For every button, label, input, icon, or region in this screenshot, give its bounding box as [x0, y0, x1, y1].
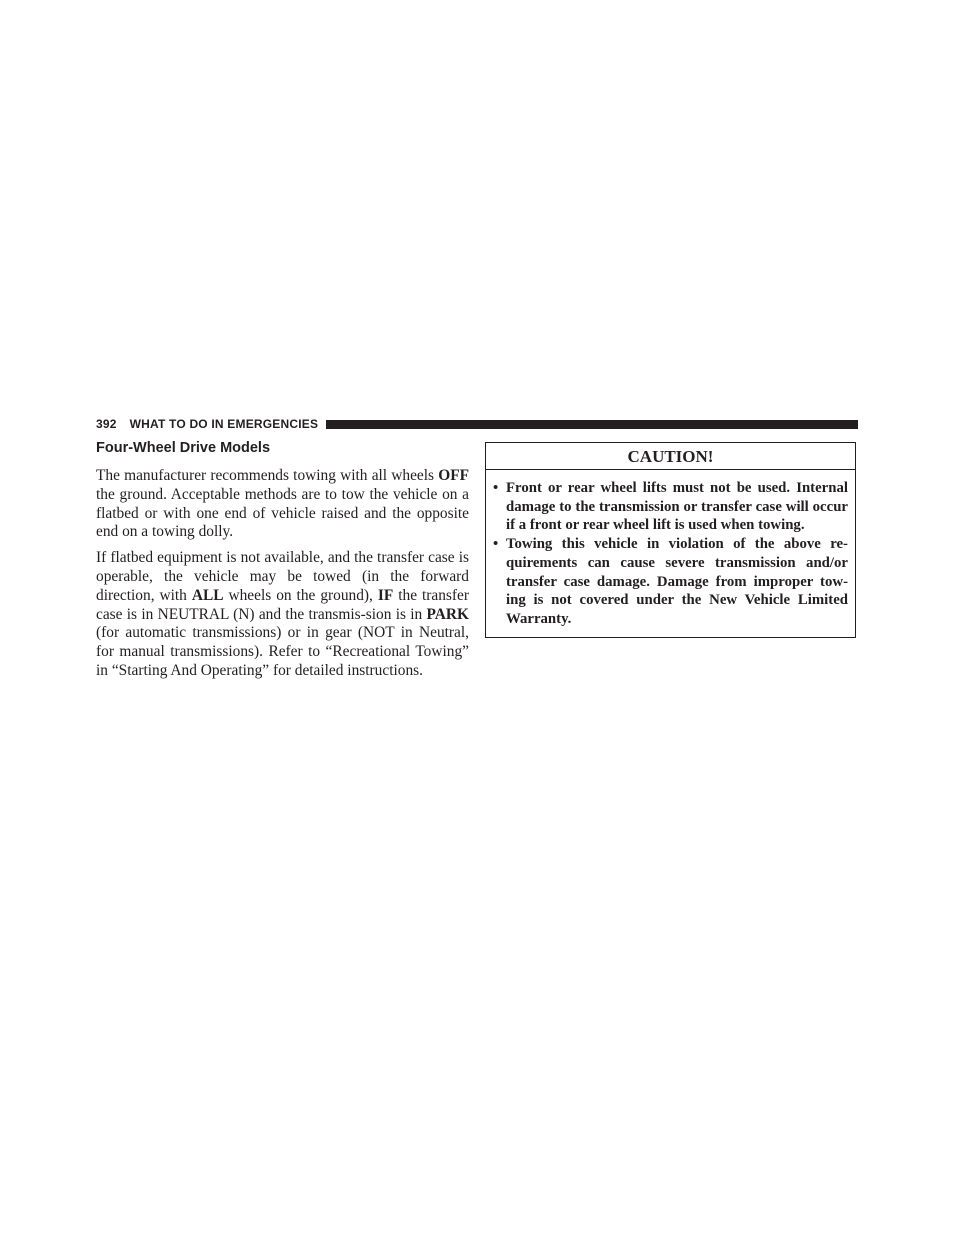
section-title: WHAT TO DO IN EMERGENCIES — [129, 417, 319, 431]
bullet-icon: • — [493, 536, 499, 553]
text-run: the ground. Acceptable methods are to tow the vehicle on a flatbed or with one end of vehicle raised and the opposite end on a towing dolly. — [96, 485, 469, 541]
bullet-icon: • — [493, 480, 499, 496]
page-header — [96, 416, 858, 432]
caution-item-text: Front or rear wheel lifts must not be used. Internal damage to the transmission or transfer case will occur if a front or rear wheel lift is used when towing. — [506, 480, 848, 534]
emphasis-if: IF — [377, 586, 394, 604]
caution-item — [493, 479, 848, 535]
caution-box — [485, 442, 856, 638]
subheading: Four-Wheel Drive Models — [96, 440, 271, 456]
text-run: the transfer case is in NEUTRAL (N) and the transmis-sion is in — [96, 586, 470, 623]
emphasis-park: PARK — [426, 605, 469, 623]
emphasis-all: ALL — [191, 586, 224, 604]
caution-item — [493, 535, 848, 629]
text-run: The manufacturer recommends towing with all wheels — [96, 467, 439, 484]
caution-body — [486, 470, 855, 637]
text-run: If flatbed equipment is not available, and the transfer case is operable, the vehicle may be towed (in the forward direction, with — [96, 549, 469, 604]
text-run: wheels on the ground), — [223, 586, 378, 604]
header-rule — [326, 420, 858, 429]
text-run: (for automatic transmissions) or in gear (NOT in Neutral, for manual transmissions). Refer to “Recreational Towing” in “Starting And Operating” for detailed instructions. — [96, 624, 469, 679]
emphasis-off: OFF — [438, 467, 469, 484]
page-number: 392 — [96, 417, 117, 431]
paragraph-1 — [96, 467, 469, 542]
caution-title: CAUTION! — [486, 443, 855, 470]
left-column — [96, 438, 469, 688]
caution-item-text: Towing this vehicle in violation of the above re-quirements can cause severe transmission and/or transfer case damage. Damage from improper tow-ing is not covered under the New Vehicle Limited Warranty. — [506, 536, 848, 627]
paragraph-2 — [96, 549, 469, 681]
